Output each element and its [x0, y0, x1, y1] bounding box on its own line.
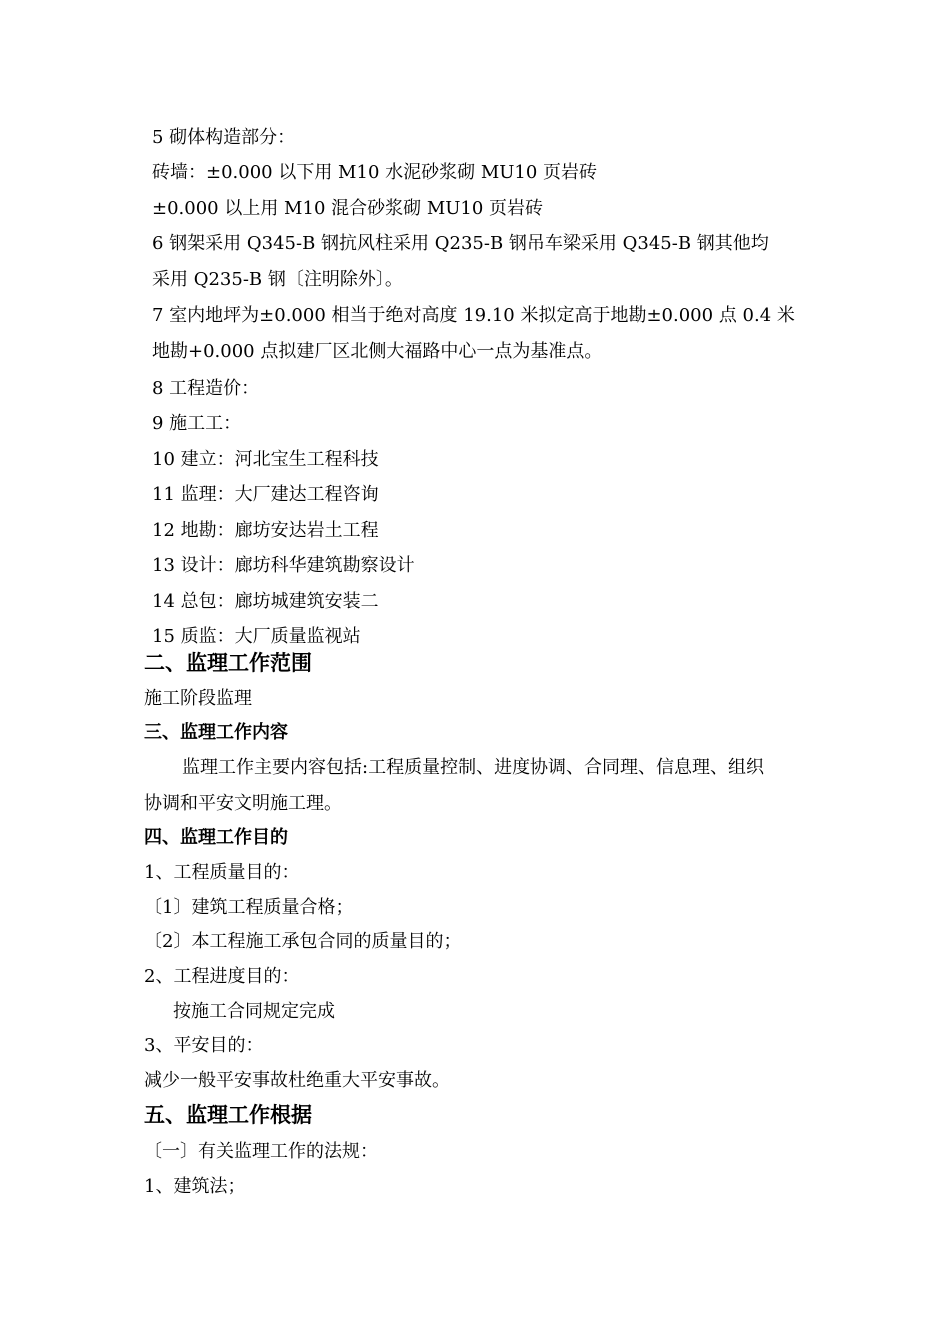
paragraph-line: 协调和平安文明施工理。 [144, 793, 342, 814]
paragraph-line: 按施工合同规定完成 [173, 1001, 335, 1022]
section-heading: 五、监理工作根据 [144, 1103, 312, 1127]
paragraph-line: 8 工程造价： [152, 378, 260, 399]
paragraph-line: 13 设计：廊坊科华建筑勘察设计 [152, 555, 415, 576]
paragraph-line: 〔1〕建筑工程质量合格； [144, 897, 354, 918]
paragraph-line: 14 总包：廊坊城建筑安装二 [152, 591, 379, 612]
paragraph-line: 2、工程进度目的： [144, 966, 300, 987]
paragraph-line: 10 建立：河北宝生工程科技 [152, 449, 379, 470]
paragraph-line: 9 施工工： [152, 413, 242, 434]
paragraph-line: 1、工程质量目的： [144, 862, 300, 883]
paragraph-line: ±0.000 以上用 M10 混合砂浆砌 MU10 页岩砖 [152, 198, 544, 219]
paragraph-line: 监理工作主要内容包括:工程质量控制、进度协调、合同理、信息理、组织 [182, 757, 765, 778]
paragraph-line: 11 监理：大厂建达工程咨询 [152, 484, 379, 505]
paragraph-line: 3、平安目的： [144, 1035, 264, 1056]
paragraph-line: 减少一般平安事故杜绝重大平安事故。 [144, 1070, 450, 1091]
subheading-line: 〔一〕有关监理工作的法规： [144, 1141, 378, 1162]
paragraph-line: 12 地勘：廊坊安达岩土工程 [152, 520, 379, 541]
paragraph-line: 地勘+0.000 点拟建厂区北侧大福路中心一点为基准点。 [152, 341, 603, 362]
section-heading: 四、监理工作目的 [144, 827, 288, 848]
paragraph-line: 6 钢架采用 Q345-B 钢抗风柱采用 Q235-B 钢吊车梁采用 Q345-B 钢其他均 [152, 233, 769, 254]
paragraph-line: 15 质监：大厂质量监视站 [152, 626, 361, 647]
paragraph-line: 7 室内地坪为±0.000 相当于绝对高度 19.10 米拟定高于地勘±0.000 点 0.4 米 [152, 305, 795, 326]
paragraph-line: 〔2〕本工程施工承包合同的质量目的； [144, 931, 462, 952]
paragraph-line: 5 砌体构造部分： [152, 127, 296, 148]
paragraph-line: 施工阶段监理 [144, 688, 252, 709]
paragraph-line: 采用 Q235-B 钢〔注明除外〕。 [152, 269, 403, 290]
section-heading: 三、监理工作内容 [144, 722, 288, 743]
section-heading: 二、监理工作范围 [144, 651, 312, 675]
paragraph-line: 1、建筑法； [144, 1176, 246, 1197]
paragraph-line: 砖墙：±0.000 以下用 M10 水泥砂浆砌 MU10 页岩砖 [152, 162, 598, 183]
